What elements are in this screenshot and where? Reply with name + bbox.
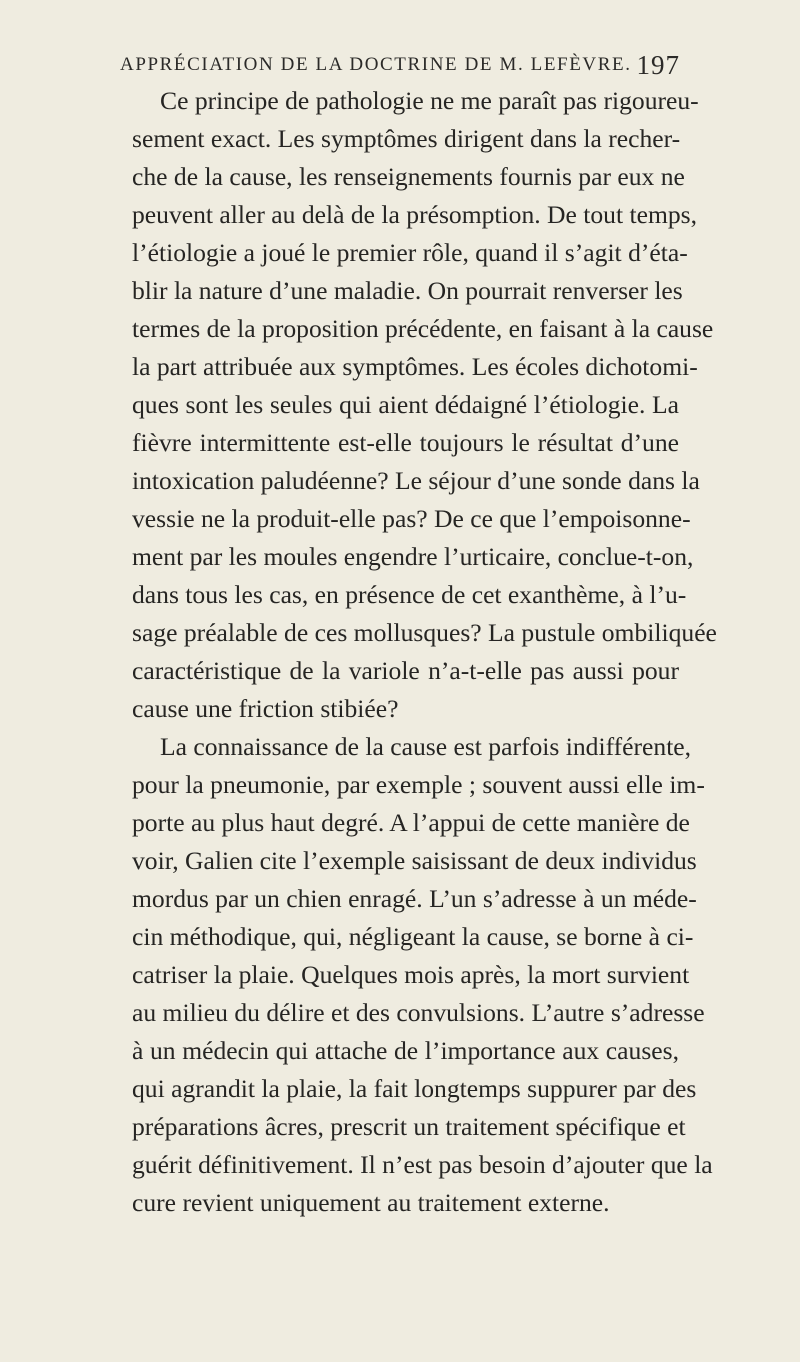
page-number: 197 — [636, 50, 680, 80]
text-line: cin méthodique, qui, négligeant la cause, se borne à ci- — [132, 922, 694, 951]
text-line: mordus par un chien enragé. L’un s’adresse à un méde- — [132, 884, 697, 913]
text-line: sement exact. Les symptômes dirigent dans la recher- — [132, 124, 681, 153]
text-line: catriser la plaie. Quelques mois après, la mort survient — [132, 960, 690, 989]
running-head — [120, 50, 680, 84]
text-line: l’étiologie a joué le premier rôle, quand il s’agit d’éta- — [132, 238, 688, 267]
text-line: Ce principe de pathologie ne me paraît pas rigoureu- — [160, 86, 699, 115]
text-line: fièvre intermittente est-elle toujours le résultat d’une — [132, 428, 679, 457]
text-line: qui agrandit la plaie, la fait longtemps suppurer par des — [132, 1074, 697, 1103]
text-line: La connaissance de la cause est parfois indifférente, — [160, 732, 692, 761]
text-line: au milieu du délire et des convulsions. L’autre s’adresse — [132, 998, 705, 1027]
running-title: APPRÉCIATION DE LA DOCTRINE DE M. LEFÈVRE. — [120, 54, 632, 75]
text-line: blir la nature d’une maladie. On pourrait renverser les — [132, 276, 683, 305]
text-line: ment par les moules engendre l’urticaire, conclue-t-on, — [132, 542, 694, 571]
text-line: ques sont les seules qui aient dédaigné l’étiologie. La — [132, 390, 679, 419]
text-line: dans tous les cas, en présence de cet exanthème, à l’u- — [132, 580, 687, 609]
text-line: pour la pneumonie, par exemple ; souvent aussi elle im- — [132, 770, 705, 799]
text-line: la part attribuée aux symptômes. Les écoles dichotomi- — [132, 352, 698, 381]
text-line: porte au plus haut degré. A l’appui de cette manière de — [132, 808, 690, 837]
text-line: cause une friction stibiée? — [132, 694, 399, 723]
text-line: termes de la proposition précédente, en faisant à la cause — [132, 314, 714, 343]
text-line: intoxication paludéenne? Le séjour d’une sonde dans la — [132, 466, 700, 495]
text-line: guérit définitivement. Il n’est pas besoin d’ajouter que la — [132, 1150, 713, 1179]
text-line: caractéristique de la variole n’a-t-elle pas aussi pour — [132, 656, 679, 685]
text-line: préparations âcres, prescrit un traitement spécifique et — [132, 1112, 686, 1141]
text-line: peuvent aller au delà de la présomption. De tout temps, — [132, 200, 698, 229]
text-line: sage préalable de ces mollusques? La pustule ombiliquée — [132, 618, 717, 647]
text-line: voir, Galien cite l’exemple saisissant de deux individus — [132, 846, 697, 875]
text-line: à un médecin qui attache de l’importance aux causes, — [132, 1036, 679, 1065]
text-line: cure revient uniquement au traitement externe. — [132, 1188, 610, 1217]
text-line: vessie ne la produit-elle pas? De ce que l’empoisonne- — [132, 504, 691, 533]
text-line: che de la cause, les renseignements fournis par eux ne — [132, 162, 685, 191]
